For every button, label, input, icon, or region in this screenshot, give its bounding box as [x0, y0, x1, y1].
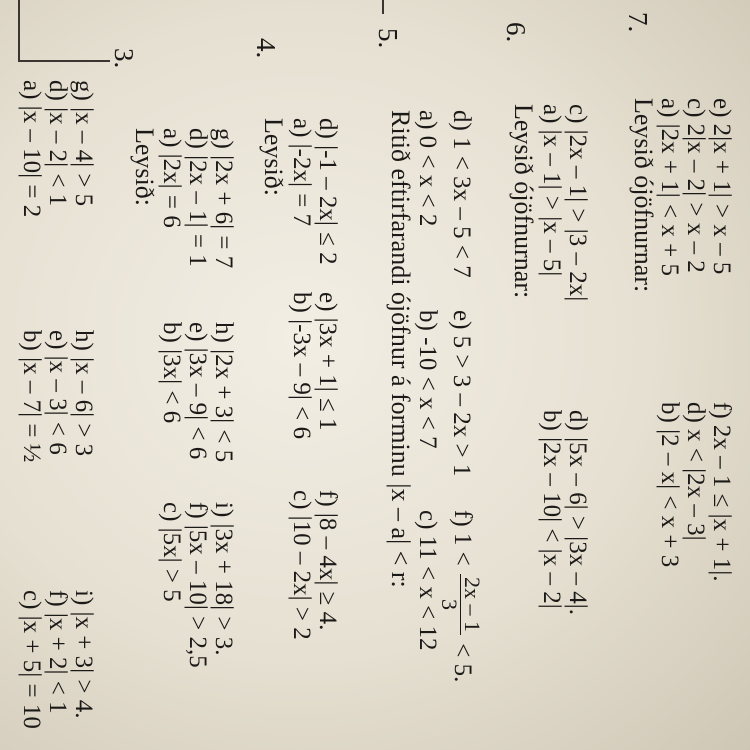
- exercise-4-number: 4.: [251, 38, 281, 59]
- ex7-a: a) |2x + 1| < x + 5: [656, 98, 683, 276]
- item-top-a: a) |x – 10| = 2: [18, 80, 45, 218]
- ex5-f-numerator: 2x – 1: [460, 574, 483, 635]
- ex7-e: e) 2|x + 1| > x – 5: [708, 98, 735, 275]
- ex3-a: a) |2x| = 6: [158, 128, 185, 228]
- item-top-h: h) |x – 6| > 3: [70, 330, 97, 457]
- ex5-f-denominator: 3: [437, 599, 463, 610]
- item-top-c: c) |x + 5| = 10: [18, 590, 45, 729]
- ex4-e: e) |3x + 1| ≤ 1: [314, 292, 341, 431]
- ex6-b: b) |2x – 10| < |x – 2|: [538, 410, 565, 609]
- item-top-g: g) |x – 4| > 5: [70, 80, 97, 207]
- ex5-f: [438, 510, 484, 682]
- ex5-b: b) -10 < x < 7: [414, 310, 441, 449]
- ex6-d: d) |5x – 6| > |3x – 4|.: [564, 410, 591, 615]
- ex5-e: e) 5 > 3 – 2x > 1: [448, 310, 475, 477]
- ex7-d: d) x < |2x – 3|: [682, 402, 709, 541]
- exercise-5-number: 5.: [373, 28, 403, 49]
- ex4-b: b) |-3x – 9| < 6: [288, 292, 315, 440]
- exercise-5-heading: Ritið eftirfarandi ójöfnur á forminu |x – a| < r:: [386, 110, 415, 588]
- ex7-b: b) |2 – x| < x + 3: [656, 402, 683, 568]
- ex7-f: f) 2x – 1 ≤ |x + 1|.: [708, 402, 735, 582]
- item-top-d: d) |x – 2| < 1: [44, 80, 71, 207]
- item-top-f: f) |x + 2| < 1: [44, 590, 71, 714]
- ex3-c: c) |5x| > 5: [158, 502, 185, 602]
- exercise-7-heading: Leysið ójöfnurnar:: [629, 98, 658, 293]
- ex3-d: d) |2x – 1| = 1: [184, 128, 211, 267]
- margin-bracket-top: [18, 0, 110, 62]
- exercise-4-heading: Leysið:: [259, 118, 288, 196]
- item-top-b: b) |x – 7| = ½: [18, 330, 45, 463]
- ex7-c: c) 2|x – 2| > x – 2: [682, 98, 709, 273]
- ex3-i: i) |3x + 18| > 3.: [210, 502, 237, 656]
- item-top-i: i) |x + 3| > 4.: [70, 590, 97, 719]
- ex5-f-suffix: < 5.: [449, 643, 476, 683]
- ex3-f: f) |5x – 10| > 2,5: [184, 502, 211, 668]
- ex3-b: b) |3x| < 6: [158, 322, 185, 424]
- ex3-h: h) |2x + 3| < 5: [210, 322, 237, 463]
- item-top-e: e) |x – 3| < 6: [44, 330, 71, 455]
- exercise-3-heading: Leysið:: [130, 128, 159, 206]
- exercise-3-number: 3.: [109, 48, 139, 69]
- margin-tick: [382, 0, 384, 14]
- ex6-c: c) |2x – 1| > |3 – 2x|: [564, 104, 591, 302]
- ex3-g: g) |2x + 6| = 7: [210, 128, 237, 269]
- exercise-6-number: 6.: [501, 22, 531, 43]
- ex5-c: c) 11 < x < 12: [414, 510, 441, 651]
- ex5-a: a) 0 < x < 2: [414, 110, 441, 227]
- ex3-e: e) |3x – 9| < 6: [184, 322, 211, 460]
- ex4-c: c) |10 – 2x| > 2: [288, 490, 315, 640]
- ex5-f-fraction: [437, 574, 486, 635]
- ex6-a: a) |x – 1| > |x – 5|: [538, 104, 565, 277]
- ex5-d: d) 1 < 3x – 5 < 7: [448, 110, 475, 278]
- ex4-f: f) |8 – 4x| ≥ 4.: [314, 490, 341, 631]
- ex5-f-prefix: f) 1 <: [449, 510, 476, 566]
- ex4-a: a) |-2x| = 7: [288, 118, 315, 227]
- exercise-7-number: 7.: [623, 12, 653, 33]
- ex4-d: d) |-1 – 2x| ≤ 2: [314, 118, 341, 265]
- exercise-6-heading: Leysið ójöfnurnar:: [509, 104, 538, 299]
